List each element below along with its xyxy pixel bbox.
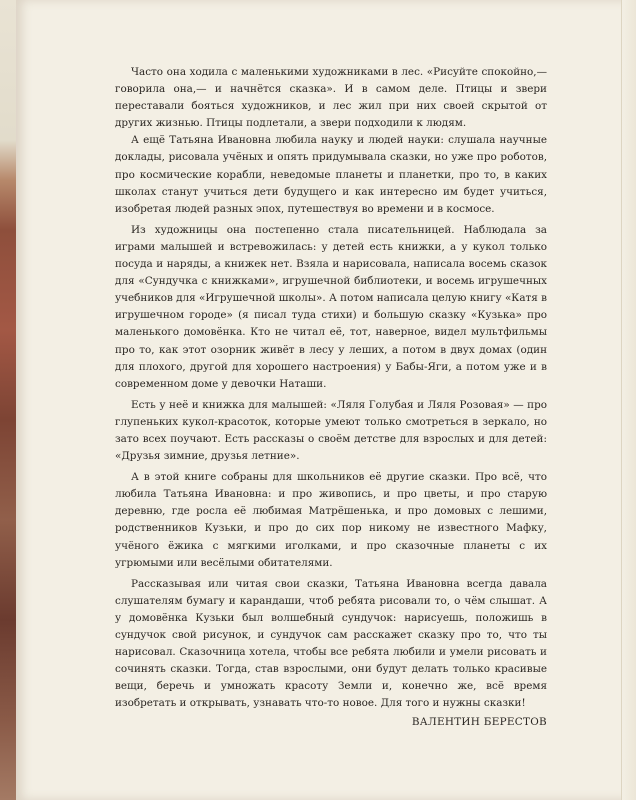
page-right-edge <box>621 0 636 800</box>
paragraph-1: Часто она ходила с маленькими художниками в лес. «Рисуйте спокойно,— говорила она,— и начнётся сказка». И в самом деле. Птицы и звери переставали бояться художников, и лес жил при них своей скрытой от других жизнью. Птицы подлетали, а звери подходили к людям. <box>115 66 547 130</box>
paragraph-4: Есть у неё и книжка для малышей: «Ляля Голубая и Ляля Розовая» — про глупеньких кукол-красоток, которые умеют только смотреться в зеркало, но зато всех поучают. Есть рассказы о своём детстве для взрослых и для детей: «Друзья зимние, друзья летние». <box>115 398 547 463</box>
paragraph-3: Из художницы она постепенно стала писательницей. Наблюдала за играми малышей и встревожилась: у детей есть книжки, а у кукол только посуда и наряды, а книжек нет. Взяла и нарисовала, написала восемь сказок для «Сундучка с книжками», игрушечной библиотеки, и восемь игрушечных учебников для «Игрушечной школы». А потом написала целую книгу «Катя в игрушечном городе» (я писал туда стихи) и большую сказку «Кузька» про маленького домовёнка. Кто не читал её, тот, наверное, видел мультфильмы про то, как этот озорник живёт в лесу у леших, а потом в двух домах (один для плохого, другой для хорошего настроения) у Бабы-Яги, а потом уже и в современном доме у девочки Наташи. <box>115 223 547 390</box>
paragraph-5: А в этой книге собраны для школьников её другие сказки. Про всё, что любила Татьяна Ивановна: и про живопись, и про цветы, и про старую деревню, где росла её любимая Матрёшенька, и про домовых с лешими, родственников Кузьки, и про до сих пор никому не известного Мафку, учёного ёжика с мягкими иголками, и про сказочные планеты с их угрюмыми или весёлыми обитателями. <box>115 471 547 569</box>
article-body <box>115 64 547 732</box>
paragraph-2: А ещё Татьяна Ивановна любила науку и людей науки: слушала научные доклады, рисовала учёных и опять придумывала сказки, но уже про роботов, про космические корабли, неведомые планеты и планетки, про то, в каких школах станут учиться дети будущего и как интересно им будет учиться, изобретая людей разных эпох, путешествуя во времени и в космосе. <box>115 134 547 215</box>
paragraph-6: Рассказывая или читая свои сказки, Татьяна Ивановна всегда давала слушателям бумагу и карандаши, чтоб ребята рисовали то, о чём слышат. А у домовёнка Кузьки был волшебный сундучок: нарисуешь, положишь в сундучок свой рисунок, и сундучок сам расскажет сказку про то, что ты нарисовал. Сказочница хотела, чтобы все ребята любили и умели рисовать и сочинять сказки. Тогда, став взрослыми, они будут делать только красивые вещи, беречь и умножать красоту Земли и, конечно же, всё время изобретать и открывать, узнавать что-то новое. Для того и нужны сказки! <box>115 577 547 710</box>
author-signature: ВАЛЕНТИН БЕРЕСТОВ <box>411 716 547 729</box>
book-spine-edge <box>0 0 16 800</box>
